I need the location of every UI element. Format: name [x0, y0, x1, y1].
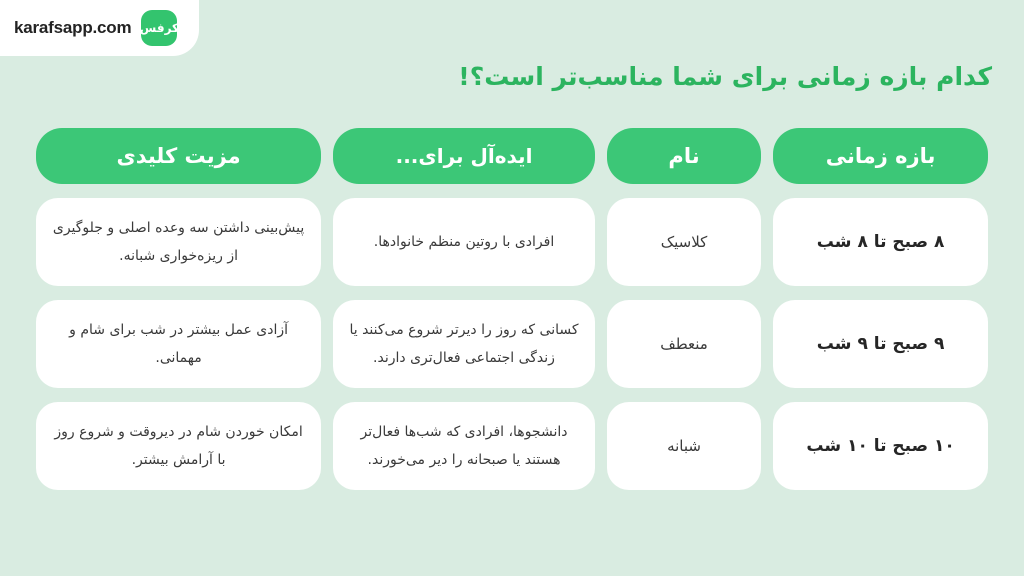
karafs-leaf-icon	[139, 10, 180, 46]
table-column-key-benefit	[30, 128, 327, 490]
table-cell-time-range: ۹ صبح تا ۹ شب	[773, 300, 988, 388]
comparison-table	[30, 128, 994, 490]
table-column-ideal-for	[327, 128, 601, 490]
table-cell-ideal-for: افرادی با روتین منظم خانوادها.	[333, 198, 595, 286]
table-cell-name: منعطف	[607, 300, 761, 388]
page-title: کدام بازه زمانی برای شما مناسب‌تر است؟!	[458, 62, 992, 91]
column-header-key-benefit: مزیت کلیدی	[36, 128, 321, 184]
table-cell-time-range: ۸ صبح تا ۸ شب	[773, 198, 988, 286]
table-column-time-range	[767, 128, 994, 490]
table-cell-ideal-for: دانشجوها، افرادی که شب‌ها فعال‌تر هستند یا صبحانه را دیر می‌خورند.	[333, 402, 595, 490]
column-header-name: نام	[607, 128, 761, 184]
table-cell-key-benefit: آزادی عمل بیشتر در شب برای شام و مهمانی.	[36, 300, 321, 388]
brand-site-label: karafsapp.com	[14, 18, 132, 37]
table-column-name	[601, 128, 767, 490]
table-cell-name: شبانه	[607, 402, 761, 490]
column-header-time-range: بازه زمانی	[773, 128, 988, 184]
table-cell-ideal-for: کسانی که روز را دیرتر شروع می‌کنند یا زندگی اجتماعی فعال‌تری دارند.	[333, 300, 595, 388]
column-header-ideal-for: ایده‌آل برای...	[333, 128, 595, 184]
brand-badge	[0, 0, 199, 56]
table-cell-time-range: ۱۰ صبح تا ۱۰ شب	[773, 402, 988, 490]
brand-logo-text: کرفس	[139, 21, 180, 35]
table-cell-key-benefit: پیش‌بینی‌ داشتن سه وعده اصلی و جلوگیری از ریزه‌خواری شبانه.	[36, 198, 321, 286]
table-cell-name: کلاسیک	[607, 198, 761, 286]
table-cell-key-benefit: امکان خوردن شام در دیروقت و شروع روز با آرامش بیشتر.	[36, 402, 321, 490]
